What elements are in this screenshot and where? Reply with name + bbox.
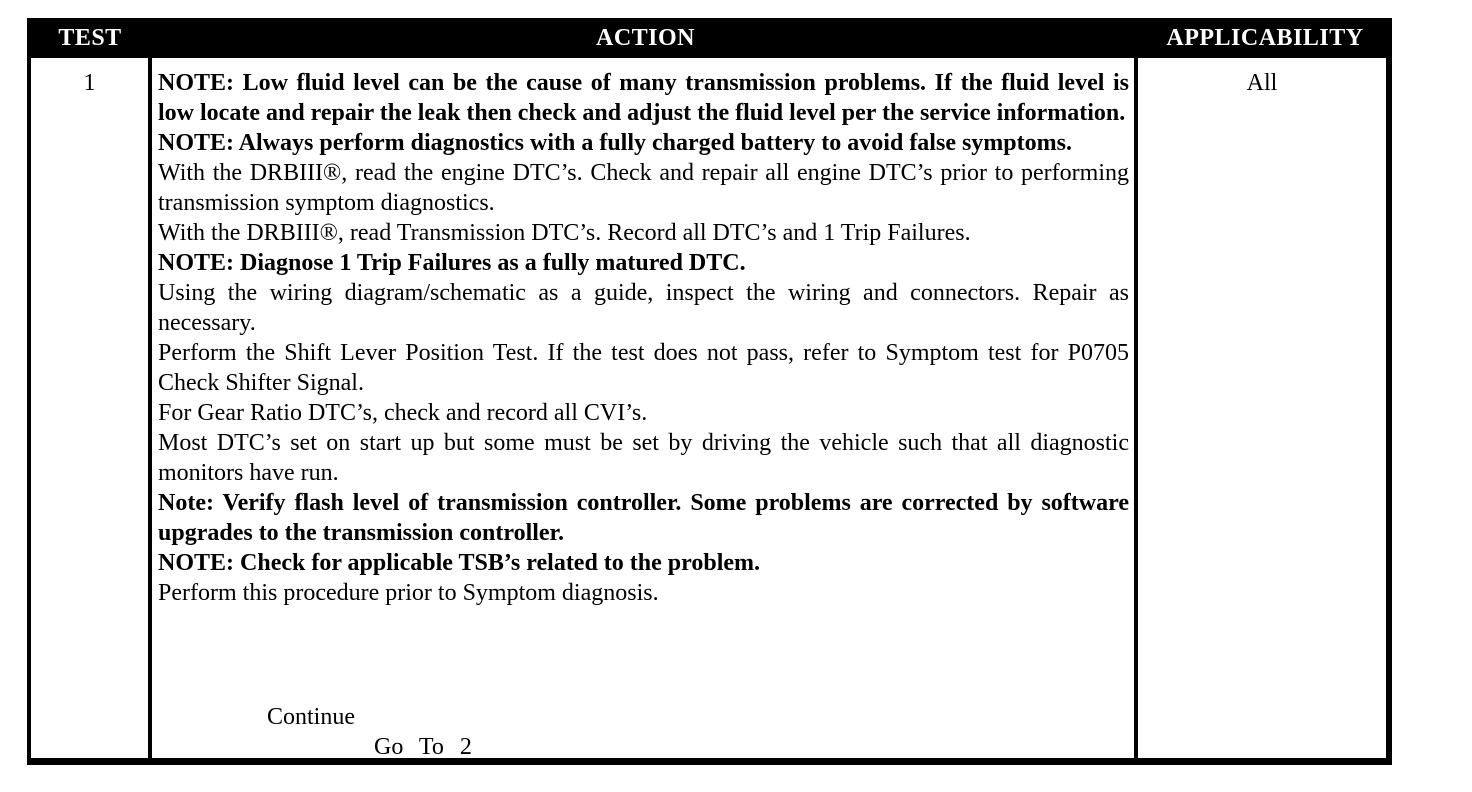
action-paragraph: Most DTC’s set on start up but some must be set by driving the vehicle such that all diagnostic monitors have run. <box>158 430 1129 486</box>
applicability-cell <box>1138 58 1386 758</box>
action-paragraph: NOTE: Check for applicable TSB’s related to the problem. <box>158 550 761 576</box>
action-paragraph: With the DRBIII®, read Transmission DTC’s. Record all DTC’s and 1 Trip Failures. <box>158 220 971 246</box>
action-paragraph: Note: Verify flash level of transmission controller. Some problems are corrected by software upgrades to the transmission controller. <box>158 490 1129 546</box>
action-paragraph: NOTE: Diagnose 1 Trip Failures as a fully matured DTC. <box>158 250 746 276</box>
action-cell <box>152 58 1134 758</box>
action-paragraph: Perform the Shift Lever Position Test. If the test does not pass, refer to Symptom test for P0705 Check Shifter Signal. <box>158 340 1129 396</box>
action-text <box>158 68 1129 608</box>
action-paragraph: For Gear Ratio DTC’s, check and record all CVI’s. <box>158 400 648 426</box>
header-applicability: APPLICABILITY <box>1166 24 1364 51</box>
applicability-value: All <box>1246 70 1278 96</box>
test-number: 1 <box>83 70 96 96</box>
action-paragraph: NOTE: Always perform diagnostics with a fully charged battery to avoid false symptoms. <box>158 130 1072 156</box>
action-paragraph: Using the wiring diagram/schematic as a guide, inspect the wiring and connectors. Repair as necessary. <box>158 280 1129 336</box>
goto-label: Go To 2 <box>374 734 472 760</box>
diagnostic-table <box>27 18 1392 765</box>
action-paragraph: NOTE: Low fluid level can be the cause of many transmission problems. If the fluid level is low locate and repair the leak then check and adjust the fluid level per the service information. <box>158 70 1129 126</box>
continue-label: Continue <box>267 704 355 730</box>
header-test: TEST <box>58 24 122 51</box>
action-paragraph: With the DRBIII®, read the engine DTC’s. Check and repair all engine DTC’s prior to performing transmission symptom diagnostics. <box>158 160 1129 216</box>
header-action: ACTION <box>595 24 695 51</box>
action-paragraph: Perform this procedure prior to Symptom diagnosis. <box>158 580 659 606</box>
test-cell <box>31 58 148 758</box>
